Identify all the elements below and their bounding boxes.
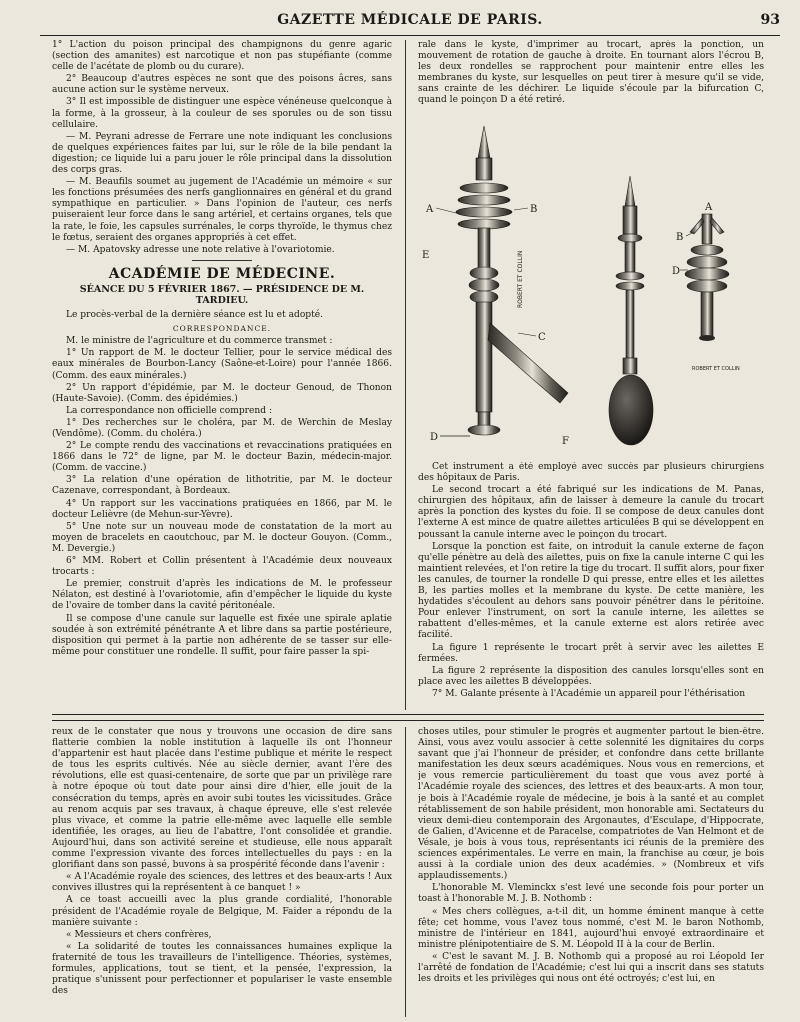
column-top-right [418,40,764,116]
paragraph: 4° Un rapport sur les vaccinations pratiquées en 1866, par M. le docteur Lelièvre (de Mehun-sur-Yèvre). [52,498,392,520]
header-rule [40,35,780,36]
trocart-figure-1 [436,126,568,436]
trocart-figure [418,118,764,458]
maker-engraving: ROBERT ET COLLIN [692,366,740,372]
paragraph: La figure 2 représente la disposition des canules lorsqu'elles sont en place avec les ailettes B développées. [418,665,764,687]
paragraph: A ce toast accueilli avec la plus grande cordialité, l'honorable président de l'Académie royale de Belgique, M. Faider a répondu de la manière suivante : [52,895,392,928]
page-header [40,12,780,34]
figure-label: E [422,250,430,261]
paragraph: 2° Beaucoup d'autres espèces ne sont que des poisons âcres, sans aucune action sur le système nerveux. [52,74,392,96]
paragraph: « La solidarité de toutes les connaissances humaines explique la fraternité de tous les travailleurs de l'intelligence. Théories, systèmes, formules, applications, tout se tient, et la pensée, l'expression, la pratique s'unissent pour perfectionner et populariser le vaste ensemble des [52,941,392,997]
page-number: 93 [760,12,780,28]
paragraph: La figure 1 représente le trocart prêt à servir avec les ailettes E fermées. [418,642,764,664]
paragraph: 6° MM. Robert et Collin présentent à l'Académie deux nouveaux trocarts : [52,556,392,578]
paragraph: Cet instrument a été employé avec succès par plusieurs chirurgiens des hôpitaux de Paris. [418,462,764,484]
column-bottom-right [418,727,764,1017]
column-bottom-left [52,727,392,1017]
paragraph: La correspondance non officielle comprend : [66,405,273,416]
column-top-left [52,40,392,708]
paragraph: 7° M. Galante présente à l'Académie un appareil pour l'éthérisation [432,688,746,699]
column-divider [405,727,406,1017]
paragraph: 5° Une note sur un nouveau mode de constatation de la mort au moyen de bracelets en caoutchouc, par M. le docteur Gouyon. (Comm., M. Devergie.) [52,521,392,554]
trocart-figure-3 [680,214,729,341]
paragraph: Il se compose d'une canule sur laquelle est fixée une spirale aplatie soudée à son extrémité pénétrante A et libre dans sa partie postérieure, disposition qui permet à la partie non adhérente de se tasser sur elle-même pour constituer une rondelle. Il suffit, pour faire passer la spi- [52,613,392,657]
maker-engraving: ROBERT ET COLLIN [517,250,524,308]
paragraph: Le second trocart a été fabriqué sur les indications de M. Panas, chirurgien des hôpitaux, afin de laisser à demeure la canule du trocart après la ponction des kystes du foie. Il se compose de deux canules dont l'externe A est mince de quatre ailettes articulées B qui se développent en poussant la canule interne avec le poinçon du trocart. [418,485,764,540]
paragraph: M. le ministre de l'agriculture et du commerce transmet : [66,336,333,347]
paragraph: L'honorable M. Vleminckx s'est levé une seconde fois pour porter un toast à l'honorable M. J. B. Nothomb : [418,883,764,905]
paragraph: 1° Un rapport de M. le docteur Tellier, pour le service médical des eaux minérales de Bourbon-Lancy (Saône-et-Loire) pour l'année 1866. (Comm. des eaux minérales.) [52,348,392,381]
paragraph: 3° La relation d'une opération de lithotritie, par M. le docteur Cazenave, correspondant, à Bordeaux. [52,475,392,497]
session-heading: SÉANCE DU 5 FÉVRIER 1867. — PRÉSIDENCE DE M. TARDIEU. [79,283,365,306]
subsection-heading: CORRESPONDANCE. [172,324,272,334]
figure-number: F [562,436,569,447]
paragraph: Le premier, construit d'après les indications de M. le professeur Nélaton, est destiné à l'ovariotomie, afin d'empêcher le liquide du kyste de l'ovaire de tomber dans la cavité péritonéale. [52,579,392,612]
paragraph: 2° Le compte rendu des vaccinations et revaccinations pratiquées en 1866 dans le 72° de ligne, par M. le docteur Bazin, médecin-major. (Comm. de vaccine.) [52,441,392,474]
paragraph: « Mes chers collègues, a-t-il dit, un homme éminent manque à cette fête; cet homme, vous l'avez tous nommé, c'est M. le baron Nothomb, ministre de l'intérieur en 1841, aujourd'hui envoyé extraordinaire et ministre plénipotentiaire de S. M. Léopold II à la cour de Berlin. [418,906,764,950]
trocart-figure-2 [609,176,653,445]
paragraph: 1° Des recherches sur le choléra, par M. de Werchin de Meslay (Vendôme). (Comm. du choléra.) [52,417,392,439]
figure-label: B [530,204,538,215]
paragraph: — M. Beaufils soumet au jugement de l'Académie un mémoire « sur les fonctions présumées des nerfs ganglionnaires en général et du grand sympathique en particulier. » Dans l'opinion de l'auteur, ces nerfs puiseraient leur force dans le sang artériel, et certains organes, tels que la rate, le foie, les capsules surrénales, le corps thyroïde, le thymus chez le fœtus, seraient des organes appropriés à cet effet. [52,177,392,243]
figure-label: A [426,204,434,215]
column-divider [405,40,406,710]
figure-label: A [705,202,713,213]
figure-label: B [676,232,684,243]
figure-label: C [538,332,546,343]
paragraph: choses utiles, pour stimuler le progrès et augmenter partout le bien-être. Ainsi, vous avez voulu associer à cette solennité les dignitaires du corps savant que j'ai l'honneur de présider, et confondre dans cette brillante manifestation les deux sœurs académiques. Nous vous en remercions, et je vous remercie particulièrement du toast que vous avez porté à l'Académie royale des sciences, des lettres et des beaux-arts. A mon tour, je bois à l'Académie royale de médecine, je bois à la santé et au complet rétablissement de son habile président, mon honorable ami. Sectateurs du vieux demi-dieu contemporain des Argonautes, d'Esculape, d'Hippocrate, de Galien, d'Avicenne et de Paracelse, compatriotes de Van Helmont et de Vésale, je bois à vous tous, représentants ici réunis de la première des sciences expérimentales. Le verre en main, la franchise au cœur, je bois aussi à la cordiale union des deux académies. » (Nombreux et vifs applaudissements.) [418,727,764,882]
paragraph: 2° Un rapport d'épidémie, par M. le docteur Genoud, de Thonon (Haute-Savoie). (Comm. des épidémies.) [52,382,392,404]
figure-label: D [430,432,439,443]
column-right-middle [418,462,764,710]
paragraph: 3° Il est impossible de distinguer une espèce vénéneuse quelconque à la forme, à la grosseur, à la couleur de ses sporules ou de son tissu cellulaire. [52,97,392,130]
figure-label: D [672,266,681,277]
paragraph: « C'est le savant M. J. B. Nothomb qui a proposé au roi Léopold Ier l'arrêté de fondation de l'Académie; c'est lui qui a inscrit dans ses statuts les droits et les privilèges qui nous ont été octroyés; c'est lui, en [418,951,764,985]
paragraph: « Messieurs et chers confrères, [66,929,212,940]
paragraph: reux de le constater que nous y trouvons une occasion de dire sans flatterie combien la noble institution à laquelle ils ont l'honneur d'appartenir est haut placée dans l'estime publique et mérite le respect de tous les esprits cultivés. Née au siècle dernier, avant l'ère des révolutions, elle est quasi-centenaire, de sorte que par un privilège rare à notre époque où tout date pour ainsi dire d'hier, elle jouit de la consécration du temps, après en avoir subi toutes les vicissitudes. Grâce au renom acquis par ses travaux, à chaque épreuve, elle s'est relevée plus vivace, et comme la patrie elle-même avec laquelle elle semble identifiée, les orages, au lieu de l'abattre, l'ont consolidée et grandie. Aujourd'hui, dans son activité sereine et studieuse, elle nous apparaît comme l'expression vivante des forces intellectuelles du pays : en la glorifiant dans son passé, buvons à sa prospérité féconde dans l'avenir : [52,727,392,871]
paragraph: — M. Apatovsky adresse une note relative à l'ovariotomie. [66,244,335,255]
paragraph: Lorsque la ponction est faite, on introduit la canule externe de façon qu'elle pénètre au delà des ailettes, puis on fixe la canule interne C qui les maintient relevées, et l'on retire la tige du trocart. Il suffit alors, pour fixer les canules, de tourner la rondelle D qui presse, entre elles et les ailettes B, les parties molles et la membrane du kyste. De cette manière, les hydatides s'écoulent au dehors sans pouvoir pénétrer dans le péritoine. Pour enlever l'instrument, on sort la canule interne, les ailettes se rabattent d'elles-mêmes, et la canule externe est alors retirée avec facilité. [418,541,764,641]
journal-title: GAZETTE MÉDICALE DE PARIS. [277,12,543,28]
section-double-rule [52,714,764,721]
paragraph: 1° L'action du poison principal des champignons du genre agaric (section des amanites) est narcotique et non pas stupéfiante (comme celle de l'acétate de plomb ou du curare). [52,40,392,73]
paragraph: « A l'Académie royale des sciences, des lettres et des beaux-arts ! Aux convives illustres qui la représentent à ce banquet ! » [52,872,392,894]
divider [192,260,252,261]
paragraph: Le procès-verbal de la dernière séance est lu et adopté. [66,310,324,321]
trocart-illustration [418,118,764,458]
section-title: ACADÉMIE DE MÉDECINE. [108,265,336,282]
paragraph: rale dans le kyste, d'imprimer au trocart, après la ponction, un mouvement de rotation de gauche à droite. En tournant alors l'écrou B, les deux rondelles se rapprochent pour maintenir entre elles les membranes du kyste, sur lesquelles on peut tirer à mesure qu'il se vide, sans crainte de les déchirer. Le liquide s'écoule par la bifurcation C, quand le poinçon D a été retiré. [418,40,764,106]
paragraph: — M. Peyrani adresse de Ferrare une note indiquant les conclusions de quelques expériences faites par lui, sur le rôle de la bile pendant la digestion; ce liquide lui a paru jouer le rôle principal dans la dissolution des corps gras. [52,131,392,176]
